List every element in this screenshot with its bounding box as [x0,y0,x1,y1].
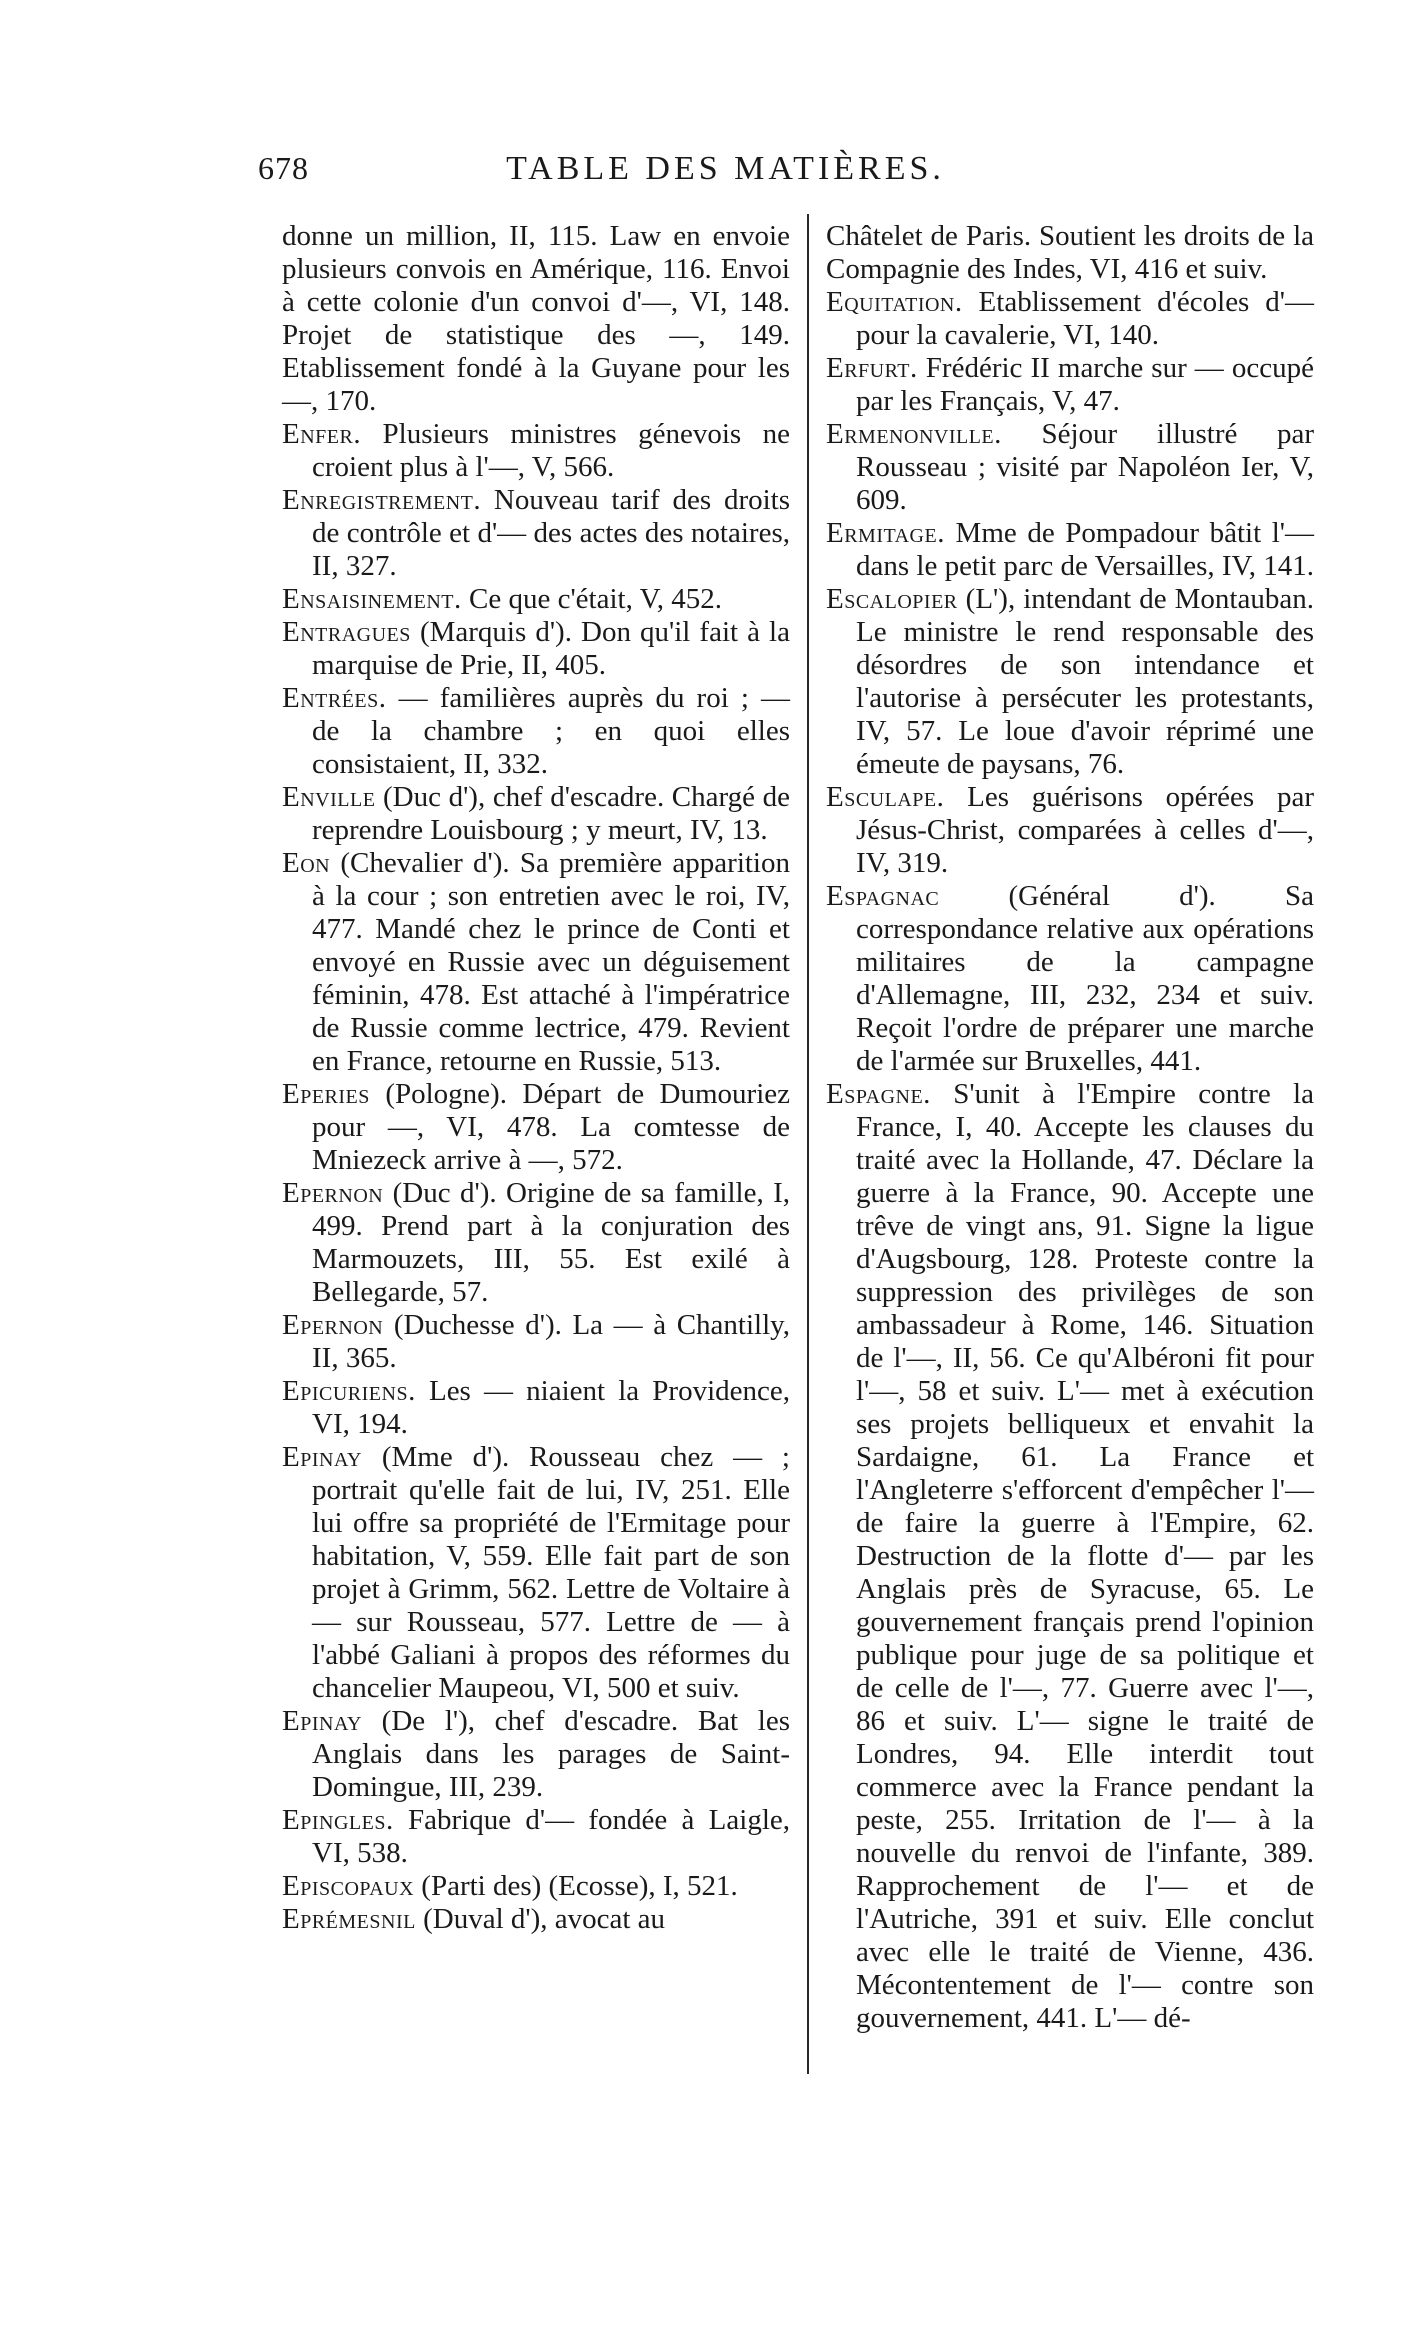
entry-headword: Ermenonville. [826,418,1002,450]
index-entry [282,1078,790,1177]
entry-text: (De l'), chef d'escadre. Bat les Anglais dans les parages de Saint-Domingue, III, 239. [312,1705,790,1803]
entry-headword: Esculape. [826,781,945,813]
index-entry [826,220,1314,286]
page-number: 678 [258,150,309,186]
entry-headword: Ermitage. [826,517,945,549]
entry-text: (Chevalier d'). Sa première apparition à la cour ; son entretien avec le roi, IV, 477. Mandé chez le prince de Conti et envoyé en Russie avec un déguisement féminin, 478. Est attaché à l'impératrice de Russie comme lectrice, 479. Revient en France, retourne en Russie, 513. [312,847,790,1077]
index-entry [282,1705,790,1804]
running-title: TABLE DES MATIÈRES. [506,150,945,187]
index-entry [282,1903,790,1936]
entry-text: (Marquis d'). Don qu'il fait à la marquise de Prie, II, 405. [312,616,790,681]
index-entry [826,517,1314,583]
entry-text: Nouveau tarif des droits de contrôle et d'— des actes des notaires, II, 327. [312,484,790,582]
entry-text: Châtelet de Paris. Soutient les droits de la Compagnie des Indes, VI, 416 et suiv. [826,220,1314,285]
index-entry [282,781,790,847]
entry-text: (Mme d'). Rousseau chez — ; portrait qu'elle fait de lui, IV, 251. Elle lui offre sa propriété de l'Ermitage pour habitation, V, 559. Elle fait part de son projet à Grimm, 562. Lettre de Voltaire à — sur Rousseau, 577. Lettre de — à l'abbé Galiani à propos des réformes du chancelier Maupeou, VI, 500 et suiv. [312,1441,790,1704]
entry-headword: Erfurt. [826,352,918,384]
index-entry [282,1870,790,1903]
entry-text: (Pologne). Départ de Dumouriez pour —, VI, 478. La comtesse de Mniezeck arrive à —, 572. [312,1078,790,1176]
entry-text: donne un million, II, 115. Law en envoie plusieurs convois en Amérique, 116. Envoi à cette colonie d'un convoi d'—, VI, 148. Projet de statistique des —, 149. Etablissement fondé à la Guyane pour les —, 170. [282,220,790,417]
entry-headword: Equitation. [826,286,963,318]
index-entry [282,847,790,1078]
entry-headword: Epernon [282,1309,384,1341]
entry-text: Frédéric II marche sur — occupé par les Français, V, 47. [856,352,1314,417]
entry-headword: Episcopaux [282,1870,415,1902]
entry-headword: Epingles. [282,1804,394,1836]
entry-text: (L'), intendant de Montauban. Le ministre le rend responsable des désordres de son intendance et l'autorise à persécuter les protestants, IV, 57. Le loue d'avoir réprimé une émeute de paysans, 76. [856,583,1314,780]
entry-text: (Duchesse d'). La — à Chantilly, II, 365. [312,1309,790,1374]
index-entry [826,880,1314,1078]
entry-text: — familières auprès du roi ; — de la chambre ; en quoi elles consistaient, II, 332. [312,682,790,780]
index-entry [282,418,790,484]
entry-headword: Enfer. [282,418,362,450]
index-entry [826,1078,1314,2035]
index-entry [826,286,1314,352]
entry-text: (Duc d'), chef d'escadre. Chargé de reprendre Louisbourg ; y meurt, IV, 13. [312,781,790,846]
index-entry [826,352,1314,418]
entry-text: Les — niaient la Providence, VI, 194. [312,1375,790,1440]
entry-text: Fabrique d'— fondée à Laigle, VI, 538. [312,1804,790,1869]
entry-headword: Eperies [282,1078,370,1110]
entry-text: Plusieurs ministres génevois ne croient plus à l'—, V, 566. [312,418,790,483]
right-column [826,220,1314,2035]
entry-text: (Duval d'), avocat au [415,1903,666,1935]
entry-text: (Parti des) (Ecosse), I, 521. [414,1870,738,1902]
column-divider [807,214,809,2074]
entry-headword: Enville [282,781,376,813]
entry-text: Mme de Pompadour bâtit l'— dans le petit parc de Versailles, IV, 141. [856,517,1314,582]
index-entry [282,682,790,781]
entry-headword: Enregistrement. [282,484,482,516]
entry-text: (Général d'). Sa correspondance relative aux opérations militaires de la campagne d'Allemagne, III, 232, 234 et suiv. Reçoit l'ordre de préparer une marche de l'armée sur Bruxelles, 441. [856,880,1314,1077]
index-entry [282,616,790,682]
entry-headword: Epicuriens. [282,1375,416,1407]
entry-headword: Ensaisinement. [282,583,462,615]
entry-headword: Escalopier [826,583,958,615]
index-entry [282,1375,790,1441]
page-header [258,150,1193,194]
entry-text: Ce que c'était, V, 452. [461,583,723,615]
index-entry [826,583,1314,781]
entry-headword: Eprémesnil [282,1903,416,1935]
entry-text: Séjour illustré par Rousseau ; visité par Napoléon Ier, V, 609. [856,418,1314,516]
entry-text: Les guérisons opérées par Jésus-Christ, comparées à celles d'—, IV, 319. [856,781,1314,879]
entry-headword: Entragues [282,616,411,648]
index-entry [282,583,790,616]
entry-headword: Entrées. [282,682,387,714]
entry-headword: Espagnac [826,880,940,912]
index-entry [282,1804,790,1870]
entry-headword: Espagne. [826,1078,931,1110]
left-column [282,220,790,1936]
entry-headword: Epinay [282,1705,362,1737]
entry-text: (Duc d'). Origine de sa famille, I, 499. Prend part à la conjuration des Marmouzets, III, 55. Est exilé à Bellegarde, 57. [312,1177,790,1308]
entry-headword: Eon [282,847,331,879]
entry-text: Etablissement d'écoles d'— pour la cavalerie, VI, 140. [856,286,1314,351]
index-entry [282,1177,790,1309]
entry-text: S'unit à l'Empire contre la France, I, 40. Accepte les clauses du traité avec la Hollande, 47. Déclare la guerre à la France, 90. Accepte une trêve de vingt ans, 91. Signe la ligue d'Augsbourg, 128. Proteste contre la suppression des privilèges de son ambassadeur à Rome, 146. Situation de l'—, II, 56. Ce qu'Albéroni fit pour l'—, 58 et suiv. L'— met à exécution ses projets belliqueux et envahit la Sardaigne, 61. La France et l'Angleterre s'efforcent d'empêcher l'— de faire la guerre à l'Empire, 62. Destruction de la flotte d'— par les Anglais près de Syracuse, 65. Le gouvernement français prend l'opinion publique pour juge de sa politique et de celle de l'—, 77. Guerre avec l'—, 86 et suiv. L'— signe le traité de Londres, 94. Elle interdit tout commerce avec la France pendant la peste, 255. Irritation de l'— à la nouvelle du renvoi de l'infante, 389. Rapprochement de l'— et de l'Autriche, 391 et suiv. Elle conclut avec elle le traité de Vienne, 436. Mécontentement de l'— contre son gouvernement, 441. L'— dé- [856,1078,1314,2034]
entry-headword: Epernon [282,1177,384,1209]
index-entry [282,220,790,418]
index-entry [282,1309,790,1375]
index-entry [282,1441,790,1705]
index-entry [826,418,1314,517]
index-entry [282,484,790,583]
entry-headword: Epinay [282,1441,362,1473]
index-entry [826,781,1314,880]
